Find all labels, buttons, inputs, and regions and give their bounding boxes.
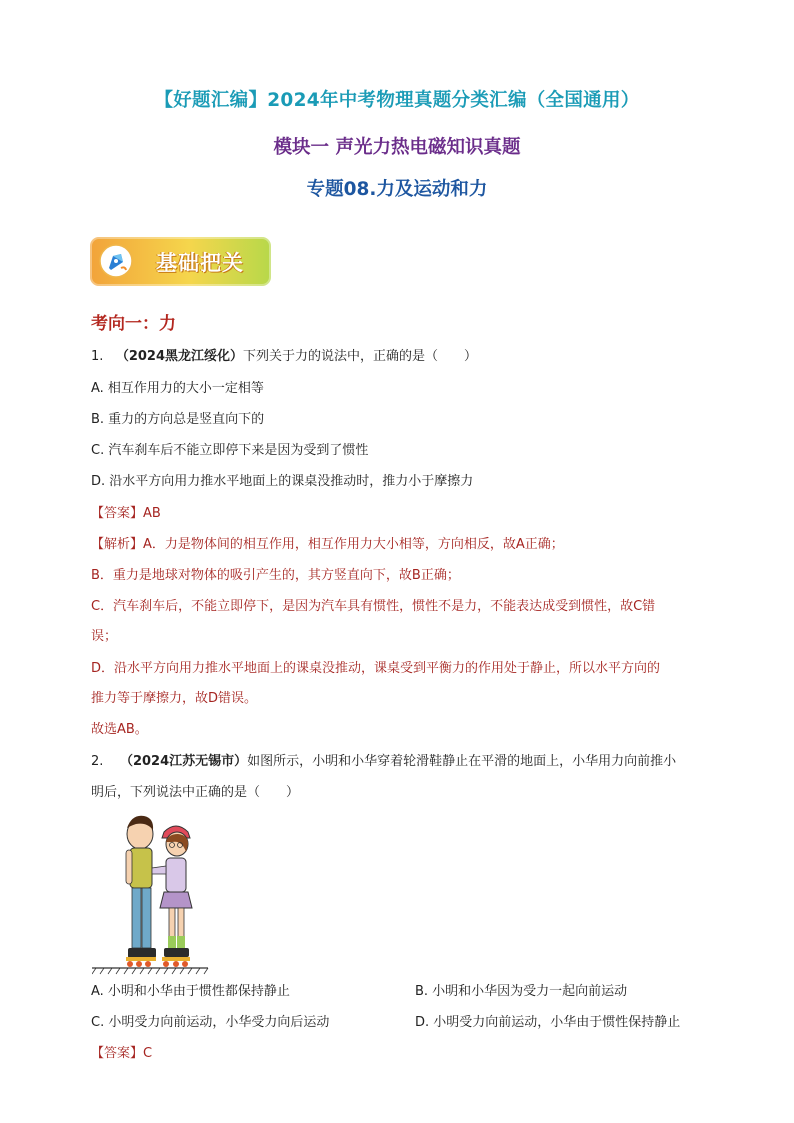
pen-nib-icon [99,244,133,278]
banner-label: 基础把关 [156,251,244,275]
question-source: （2024江苏无锡市） [119,754,248,769]
boy-figure [126,816,156,967]
q2-option-d: D. 小明受力向前运动，小华由于惯性保持静止 [415,1015,681,1030]
analysis-label: 【解析】 [91,537,144,552]
question-text: 如图所示，小明和小华穿着轮滑鞋静止在平滑的地面上，小华用力向前推小 [247,754,677,769]
q2-answer [91,1045,152,1063]
q1-option-a: A. 相互作用力的大小一定相等 [91,381,264,396]
q2-option-b: B. 小明和小华因为受力一起向前运动 [415,984,628,999]
answer-label: 【答案】 [91,506,144,521]
q1-analysis-a [91,536,564,554]
question-2-stem [91,753,676,771]
question-source: （2024黑龙江绥化） [115,349,243,364]
q1-option-c: C. 汽车刹车后不能立即停下来是因为受到了惯性 [91,443,369,458]
q2-option-c: C. 小明受力向前运动，小华受力向后运动 [91,1015,330,1030]
question-1-stem [91,348,477,366]
q1-analysis-d-cont: 推力等于摩擦力，故D错误。 [91,691,258,706]
q1-option-d: D. 沿水平方向用力推水平地面上的课桌没推动时，推力小于摩擦力 [91,474,474,489]
section-title: 考向一：力 [91,314,176,334]
question-number: 2. [91,754,104,769]
skaters-illustration [92,808,217,978]
question-2-stem-cont: 明后，下列说法中正确的是（ ） [91,785,300,800]
question-text: 下列关于力的说法中，正确的是（ ） [243,349,478,364]
q1-analysis-b: B．重力是地球对物体的吸引产生的，其方竖直向下，故B正确； [91,568,460,583]
q1-conclusion: 故选AB。 [91,722,148,737]
ground-hatching [92,968,208,974]
analysis-text: A．力是物体间的相互作用，相互作用力大小相等，方向相反，故A正确； [143,537,564,552]
section-banner [90,237,271,286]
q1-analysis-c-cont: 误； [91,629,118,644]
q1-analysis-c: C．汽车刹车后，不能立即停下，是因为汽车具有惯性，惯性不是力，不能表达成受到惯性，故C错 [91,599,656,614]
answer-value: C [143,1046,153,1061]
q1-analysis-d: D．沿水平方向用力推水平地面上的课桌没推动，课桌受到平衡力的作用处于静止，所以水平方向的 [91,661,661,676]
q1-option-b: B. 重力的方向总是竖直向下的 [91,412,265,427]
answer-value: AB [143,506,161,521]
document-title: 【好题汇编】2024年中考物理真题分类汇编（全国通用） [154,90,640,111]
girl-figure [152,826,192,967]
q2-option-a: A. 小明和小华由于惯性都保持静止 [91,984,290,999]
module-title: 模块一 声光力热电磁知识真题 [273,137,521,158]
q1-answer [91,505,161,523]
question-number: 1. [91,349,104,364]
answer-label: 【答案】 [91,1046,144,1061]
topic-title: 专题08.力及运动和力 [306,179,488,200]
